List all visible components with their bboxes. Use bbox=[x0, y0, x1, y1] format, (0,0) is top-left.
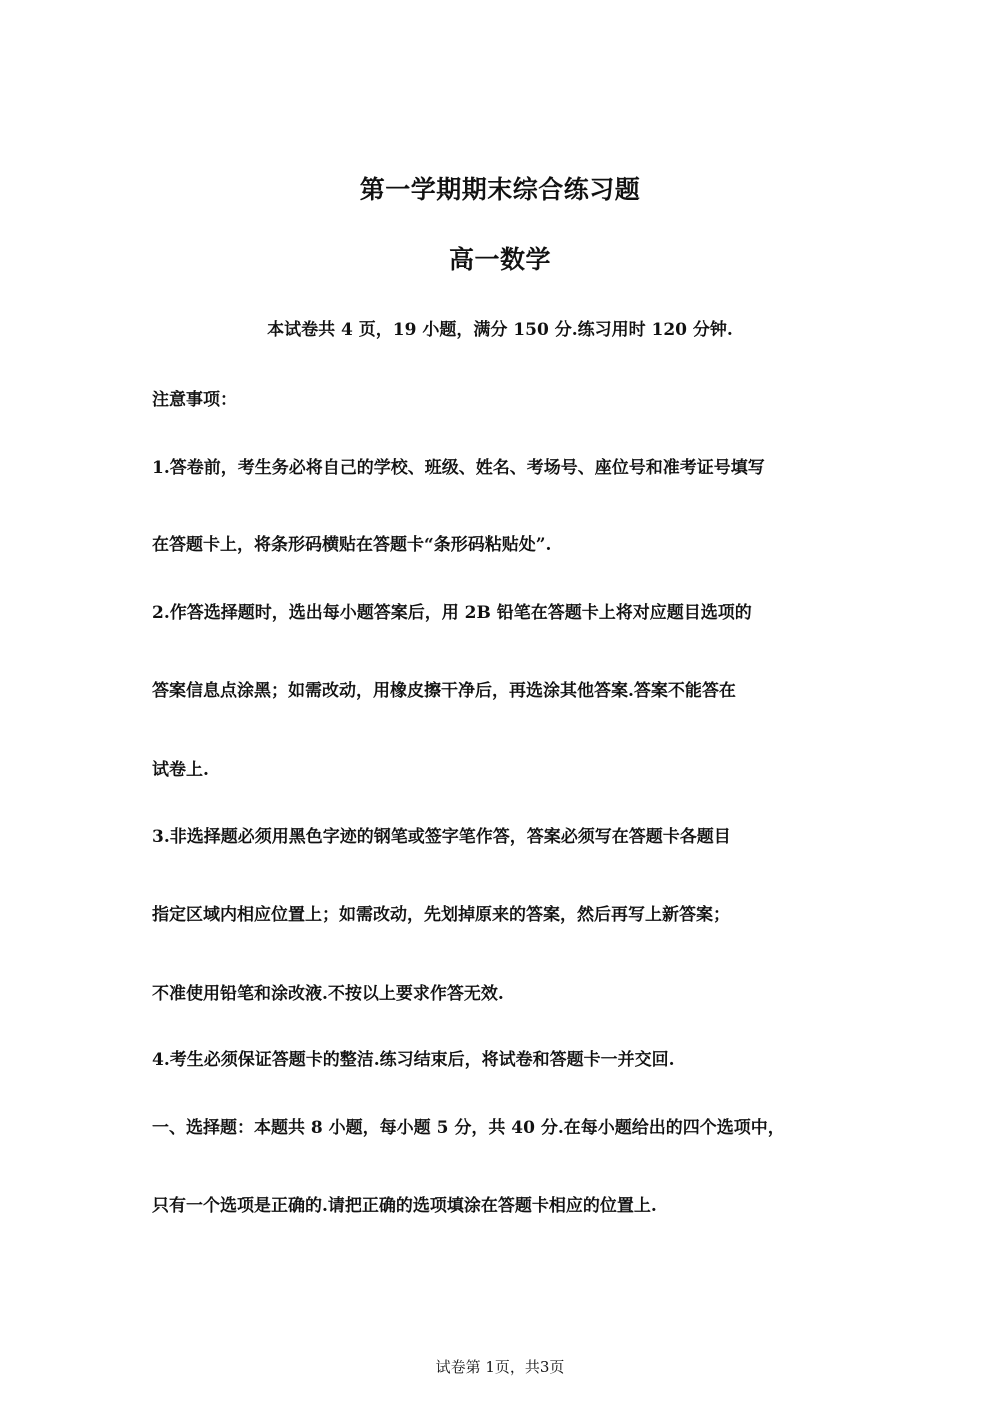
page-footer: 试卷第 1页，共3页 bbox=[435, 1358, 565, 1376]
section-heading-line: 只有一个选项是正确的.请把正确的选项填涂在答题卡相应的位置上. bbox=[152, 1196, 657, 1216]
notice-line: 3.非选择题必须用黑色字迹的钢笔或签字笔作答，答案必须写在答题卡各题目 bbox=[152, 827, 731, 847]
notice-line: 4.考生必须保证答题卡的整洁.练习结束后，将试卷和答题卡一并交回. bbox=[152, 1050, 675, 1070]
notice-line: 不准使用铅笔和涂改液.不按以上要求作答无效. bbox=[152, 984, 504, 1004]
exam-intro: 本试卷共 4 页，19 小题，满分 150 分.练习用时 120 分钟. bbox=[267, 320, 733, 340]
notice-line: 在答题卡上，将条形码横贴在答题卡“条形码粘贴处”. bbox=[152, 535, 552, 555]
notice-line: 1.答卷前，考生务必将自己的学校、班级、姓名、考场号、座位号和准考证号填写 bbox=[152, 458, 765, 478]
notice-line: 指定区域内相应位置上；如需改动，先划掉原来的答案，然后再写上新答案； bbox=[152, 905, 730, 925]
notice-line: 答案信息点涂黑；如需改动，用橡皮擦干净后，再选涂其他答案.答案不能答在 bbox=[152, 681, 736, 701]
notice-line: 2.作答选择题时，选出每小题答案后，用 2B 铅笔在答题卡上将对应题目选项的 bbox=[152, 603, 752, 623]
section-heading-line: 一、选择题：本题共 8 小题，每小题 5 分，共 40 分.在每小题给出的四个选项中， bbox=[152, 1118, 785, 1138]
exam-title: 第一学期期末综合练习题 bbox=[359, 175, 641, 204]
exam-subject: 高一数学 bbox=[448, 245, 551, 274]
notice-heading: 注意事项： bbox=[152, 390, 237, 410]
notice-line: 试卷上. bbox=[152, 760, 209, 780]
